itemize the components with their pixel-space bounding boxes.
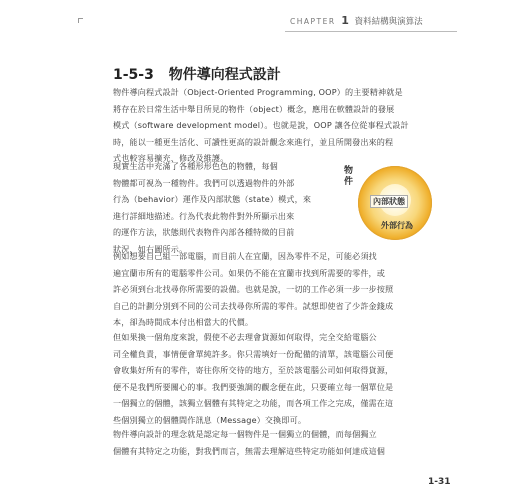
outer-behavior-label: 外部行為 — [381, 221, 413, 230]
paragraph-object-state — [113, 158, 345, 258]
text-line: 些個別獨立的個體間作訊息（Message）交換即可。 — [113, 414, 307, 425]
text-line: 現實生活中充滿了各種形形色色的物體，每個 — [113, 161, 278, 171]
text-line: 的運作方法，狀態則代表物件內部各種特徵的目前 — [113, 227, 295, 238]
text-line: 模式（software development model）。也就是說，OOP 讓各位從事程式設計 — [113, 120, 409, 131]
text-line: 物體都可視為一種物件。我們可以透過物件的外部 — [113, 177, 295, 188]
text-line: 司全權負責，事情便會單純許多。你只需填好一份配備的清單，該電腦公司便 — [113, 348, 394, 359]
running-header — [290, 14, 423, 27]
header-rule — [285, 31, 457, 32]
text-line: 但如果換一個角度來說，假使不必去理會貨源如何取得，完全交給電腦公 — [113, 332, 377, 342]
object-diagram — [344, 160, 434, 248]
paragraph-computer-example — [113, 248, 413, 331]
text-line: 狀況，如右圖所示。 — [113, 243, 188, 254]
text-line: 遍宜蘭市所有的電腦零件公司。如果仍不能在宜蘭市找到所需要的零件，或 — [113, 267, 386, 278]
chapter-word: CHAPTER — [290, 17, 336, 26]
text-line: 將存在於日常生活中舉目所見的物件（object）概念，應用在軟體設計的發展 — [113, 103, 395, 114]
paragraph-oop-intro — [113, 84, 413, 167]
chapter-title: 資料結構與演算法 — [354, 17, 423, 27]
crop-mark — [78, 18, 83, 23]
object-side-label: 物件 — [344, 166, 354, 187]
text-line: 本，卻為時間成本付出相當大的代價。 — [113, 317, 254, 328]
text-line: 許必須到台北找尋你所需要的設備。也就是說，一切的工作必須一步一步按照 — [113, 284, 394, 295]
text-line: 時，能以一種更生活化、可讀性更高的設計觀念來進行，並且所開發出來的程 — [113, 136, 394, 147]
text-line: 物件導向設計的理念就是認定每一個物件是一個獨立的個體，而每個獨立 — [113, 429, 377, 439]
text-line: 進行詳細地描述。行為代表此物件對外所顯示出來 — [113, 210, 295, 221]
text-line: 會收集好所有的零件，寄往你所交待的地方，至於該電腦公司如何取得貨源， — [113, 365, 394, 376]
text-line: 物件導向程式設計（Object-Oriented Programming, OOP）的主要精神就是 — [113, 87, 403, 97]
section-heading — [113, 64, 281, 84]
paragraph-oop-concept — [113, 426, 413, 459]
text-line: 行為（behavior）運作及內部狀態（state）模式，來 — [113, 194, 312, 205]
paragraph-delegation — [113, 329, 413, 429]
text-line: 例如想要自己組一部電腦，而目前人在宜蘭，因為零件不足，可能必須找 — [113, 251, 377, 261]
section-number: 1-5-3 — [113, 67, 154, 83]
text-line: 一個獨立的個體，該獨立個體有其特定之功能，而各項工作之完成，僅需在這 — [113, 398, 394, 409]
text-line: 自己的計劃分別到不同的公司去找尋你所需的零件。試想即使省了少許金錢成 — [113, 300, 394, 311]
text-line: 便不是我們所要關心的事。我們要強調的觀念便在此，只要確立每一個單位是 — [113, 381, 394, 392]
inner-state-label: 內部狀態 — [370, 195, 408, 208]
page-number: 1-31 — [428, 477, 451, 487]
section-title: 物件導向程式設計 — [168, 67, 281, 83]
text-line: 個體有其特定之功能，對我們而言，無需去理解這些特定功能如何達成這個 — [113, 445, 386, 456]
chapter-number: 1 — [341, 14, 349, 27]
text-line: 式也較容易擴充、修改及維護。 — [113, 153, 229, 164]
